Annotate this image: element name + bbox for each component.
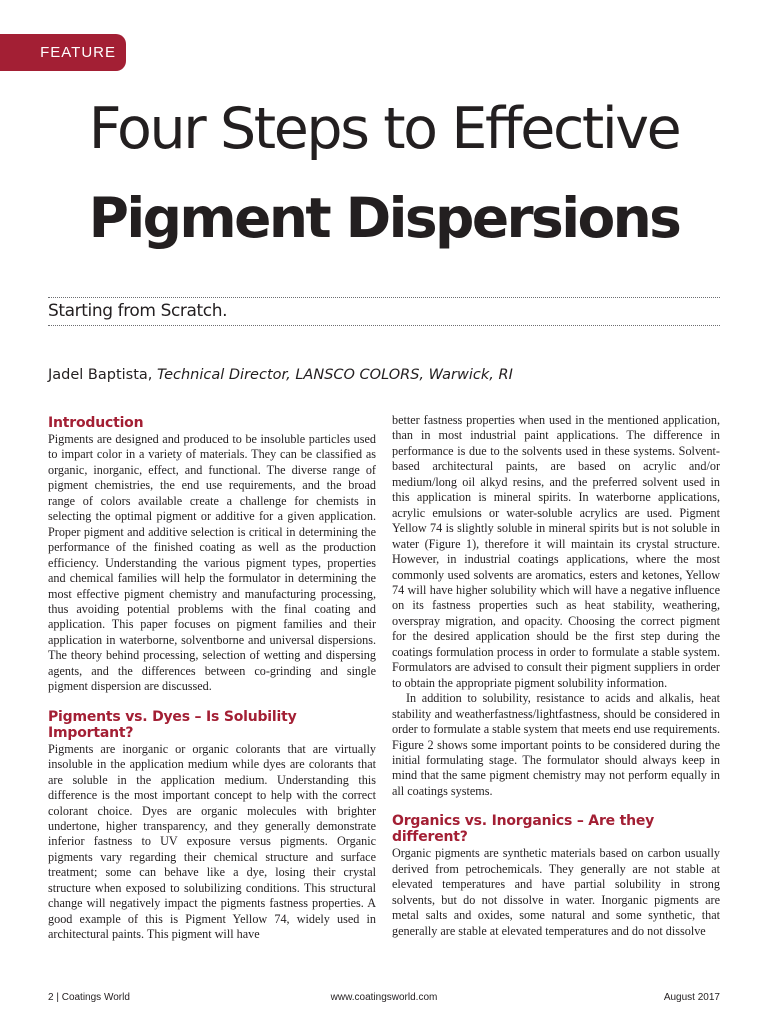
footer-website-link[interactable]: www.coatingsworld.com	[330, 992, 438, 1003]
subtitle-bottom-rule	[48, 325, 720, 326]
paragraph-solvents: better fastness properties when used in the mentioned application, than in most industrial paint applications. The difference in performance is due to the solvents used in these systems. Solvent-based architectural paints, are based on acrylic and/or medium/long oil alkyd resins, and the preferred solvent used in this application is mineral spirits. In waterborne applications, acrylic emulsions or water-soluble acrylics are used. Pigment Yellow 74 is slightly soluble in mineral spirits but is not soluble in water (Figure 1), therefore it will maintain its crystal structure. However, in industrial coatings applications, where the most commonly used solvents are aromatics, esters and ketones, Yellow 74 will have higher solubility which will have a negative influence on its fastness properties such as heat stability, weathering, overspray migration, and opacity. Choosing the correct pigment for the desired application should be the first step during the coatings formulation process in order to formulate a stable system. Formulators are advised to consult their pigment suppliers in order to obtain the appropriate pigment solubility information.	[392, 413, 720, 690]
heading-introduction: Introduction	[48, 415, 144, 431]
heading-organics-vs-inorganics: Organics vs. Inorganics – Are they different?	[392, 813, 655, 846]
heading-pigments-vs-dyes: Pigments vs. Dyes – Is Solubility Important?	[48, 708, 297, 741]
author-role: Technical Director, LANSCO COLORS, Warwick, RI	[157, 367, 513, 383]
paragraph-pigments-vs-dyes: Pigments are inorganic or organic colorants that are virtually insoluble in the application medium while dyes are colorants that are soluble in the application medium. Understanding this difference is the most important concept to help with the correct colorant choice. Dyes are organic molecules with brighter undertone, higher transparency, and they generally demonstrate inferior fastness to UV exposure versus pigments. Organic pigments vary regarding their chemical structure and surface treatment; some can behave like a dye, losing their crystal structure when exposed to solubilizing conditions. This structural change will negatively impact the pigments fastness properties. A good example of this is Pigment Yellow 74, widely used in architectural paints. This pigment will have	[48, 741, 376, 942]
paragraph-organics-vs-inorganics: Organic pigments are synthetic materials based on carbon usually derived from petrochemicals. They generally are not stable at elevated temperatures and have partial solubility in strong solvents, but do not dissolve in water. Inorganic pigments are metal salts and oxides, some natural and some synthetic, that generally are stable at elevated temperatures and do not dissolve	[392, 846, 720, 938]
paragraph-resistance: In addition to solubility, resistance to acids and alkalis, heat stability and weatherfastness/lightfastness, should be considered in order to formulate a stable system that meets end use requirements. Figure 2 shows some important points to be considered during the initial formulating stage. The formulator should always keep in mind that the same pigment chemistry may not perform equally in all coatings systems.	[392, 691, 720, 798]
footer-page-and-publication: 2 | Coatings World	[48, 992, 130, 1003]
right-column	[392, 413, 720, 939]
subtitle-top-rule	[48, 297, 720, 298]
paragraph-introduction: Pigments are designed and produced to be insoluble particles used to impart color in a variety of materials. They can be classified as organic, inorganic, effect, and functional. The diverse range of pigment chemistries, the end use requirements, and the broad range of colors available create a challenge for chemists in selecting the optimal pigment or additive for a given application. Proper pigment and additive selection is critical in determining the performance of the finished coating as well as the production efficiency. Understanding the various pigment types, properties and chemical families will help the formulator in determining the most effective pigment chemistry and manufacturing processing, thus avoiding potential problems with the final coating and application. This paper focuses on pigment families and their application in waterborne, solventborne and universal dispersions. The theory behind processing, selection of wetting and dispersing agents, and the differences between co-grinding and single pigment dispersion are discussed.	[48, 432, 376, 694]
byline	[48, 367, 513, 383]
footer-issue-date: August 2017	[663, 992, 720, 1003]
left-column	[48, 412, 376, 943]
article-subtitle: Starting from Scratch.	[48, 301, 228, 321]
article-title-line-1: Four Steps to Effective	[88, 96, 680, 162]
author-name: Jadel Baptista,	[48, 367, 153, 383]
article-title-line-2: Pigment Dispersions	[88, 186, 680, 250]
section-tab: FEATURE	[0, 34, 126, 71]
